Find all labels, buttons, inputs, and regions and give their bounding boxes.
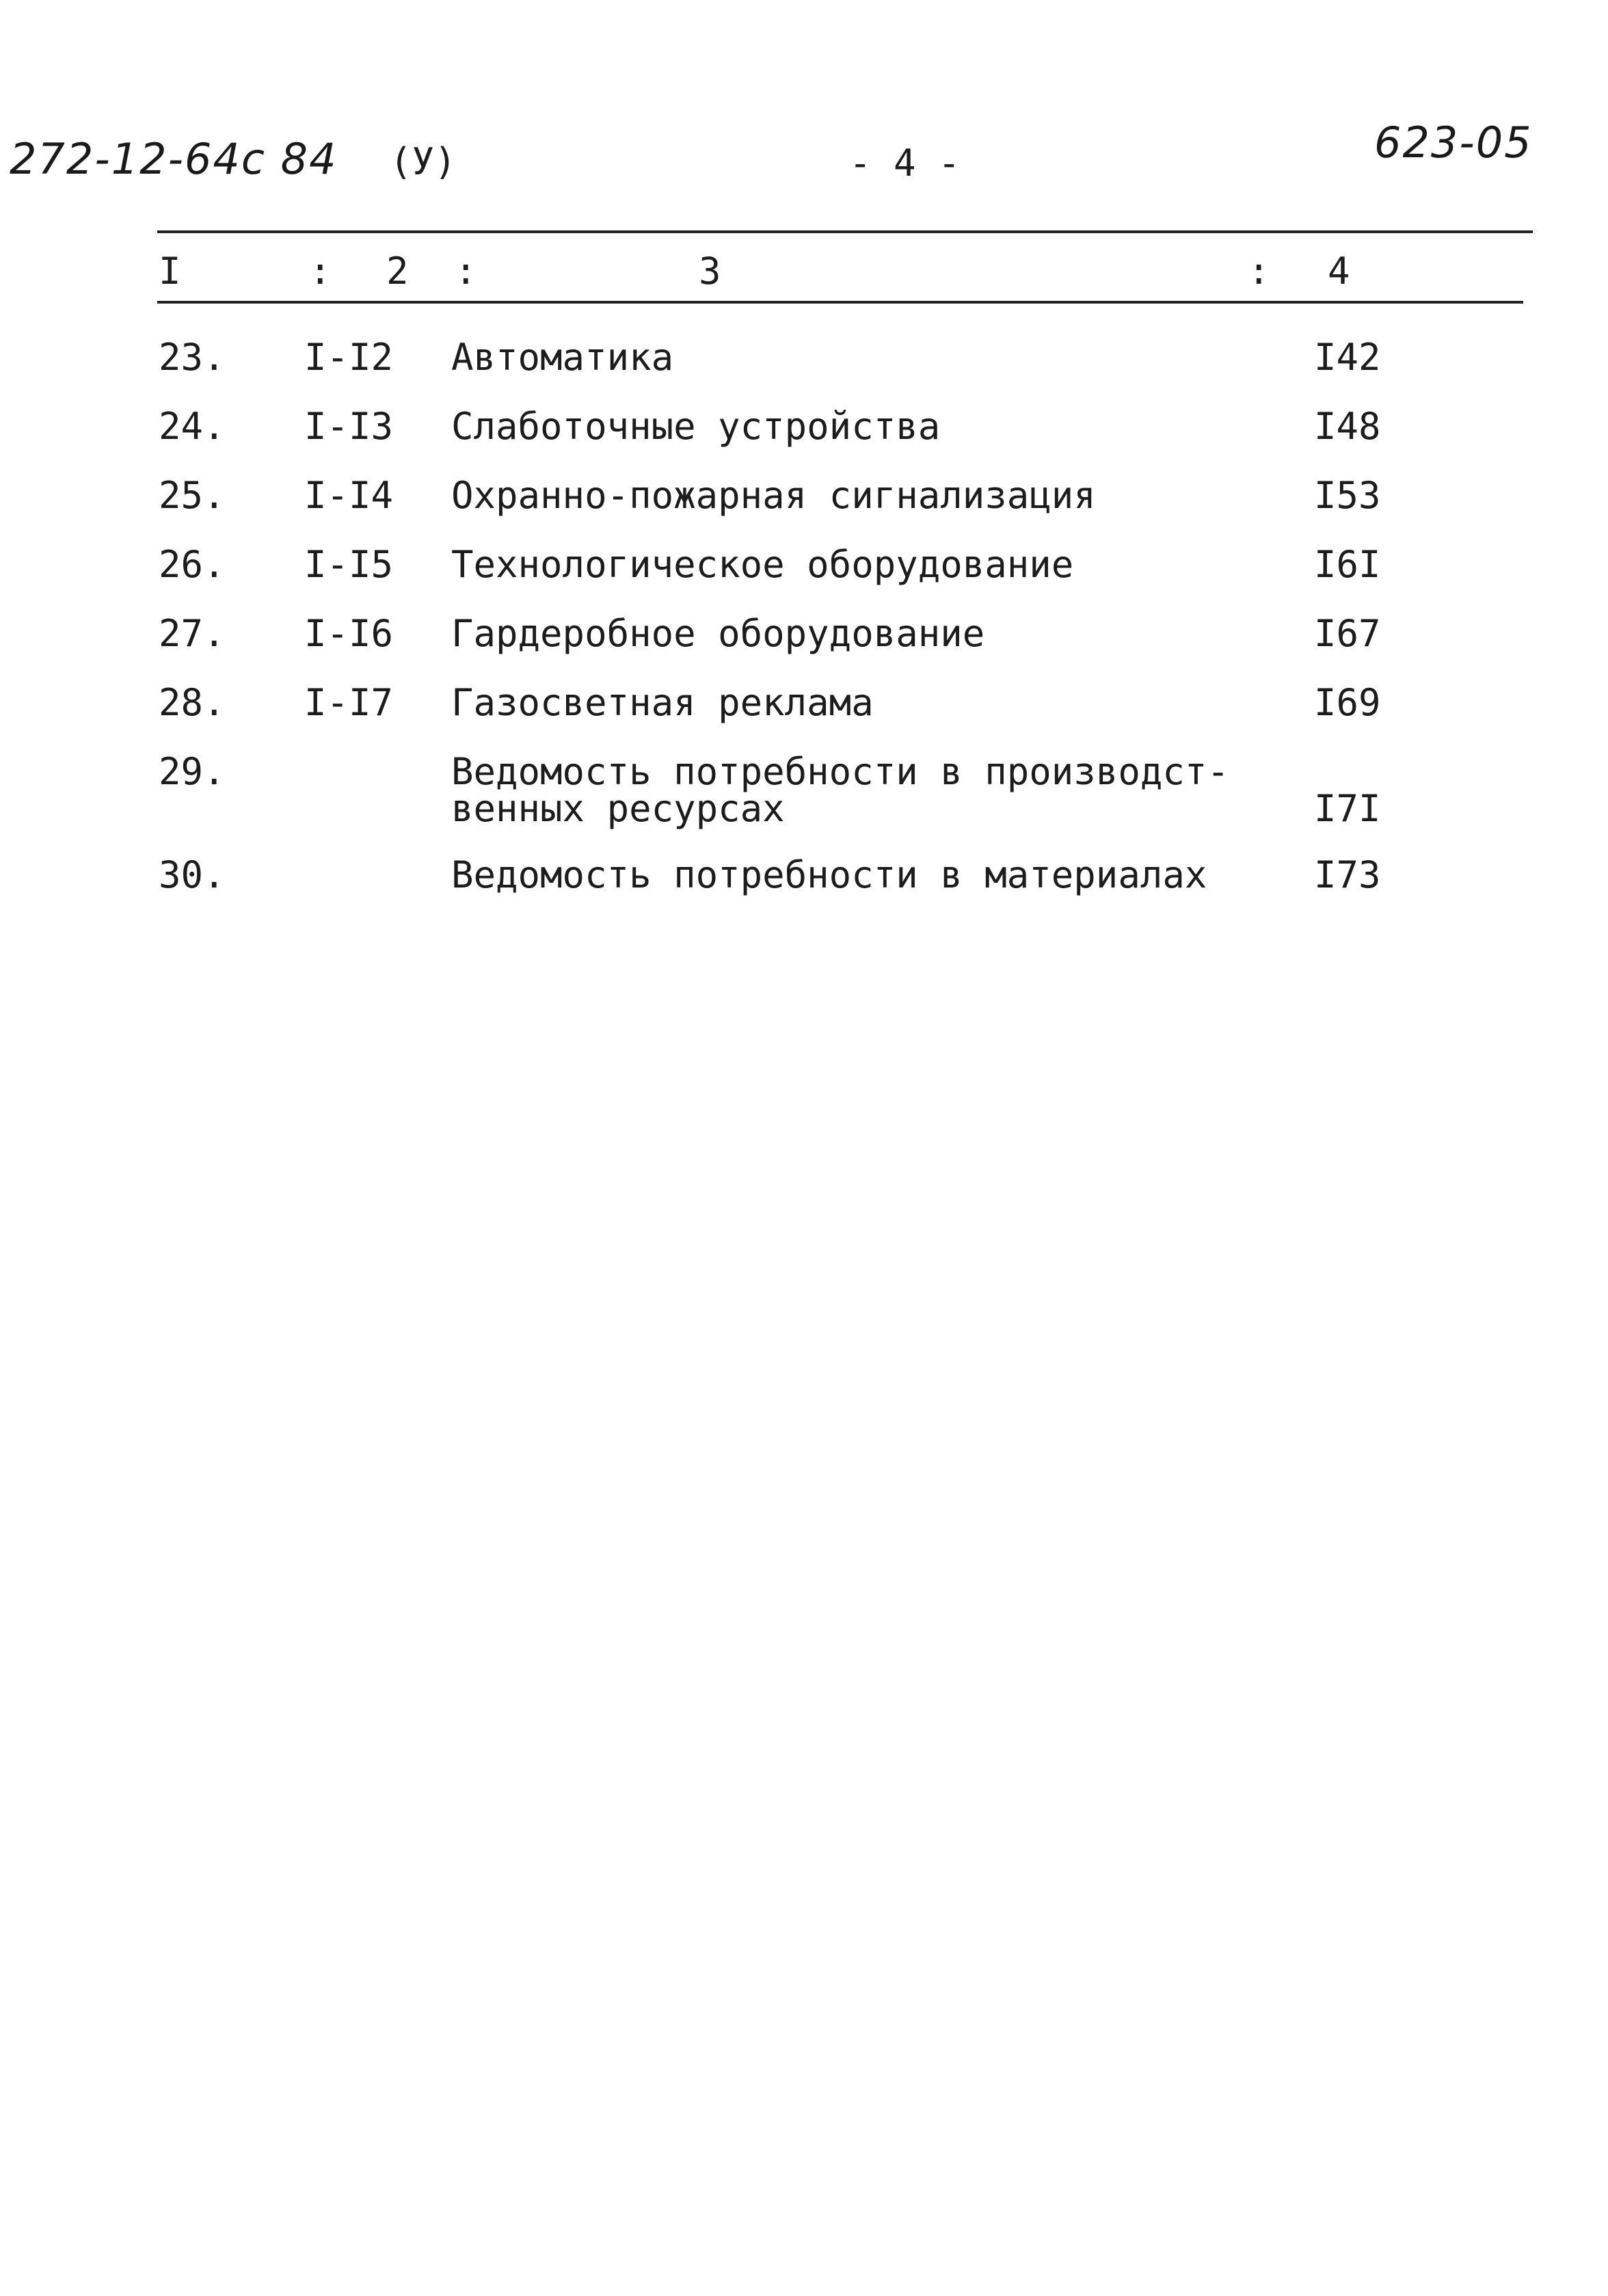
row-title: Слаботочные устройства (451, 405, 941, 448)
row-title: Гардеробное оборудование (451, 612, 985, 655)
row-page: I69 (1314, 681, 1381, 724)
row-page: I42 (1314, 336, 1381, 379)
table-header-rule (157, 301, 1523, 304)
row-number: 27. (159, 612, 226, 655)
column-header-code: 2 (386, 250, 409, 293)
row-code: I-I2 (304, 336, 394, 379)
row-code: I-I5 (304, 543, 394, 586)
row-number: 30. (159, 853, 226, 896)
row-number: 23. (159, 336, 226, 379)
row-page: I7I (1314, 787, 1381, 830)
row-title: Автоматика (451, 336, 674, 379)
row-page: I73 (1314, 853, 1381, 896)
column-separator: : (1248, 250, 1270, 293)
row-number: 25. (159, 474, 226, 517)
document-variant: (У) (390, 140, 457, 183)
row-number: 26. (159, 543, 226, 586)
row-number: 24. (159, 405, 226, 448)
row-code: I-I4 (304, 474, 394, 517)
document-code-handwritten: 272-12-64c 84 (10, 134, 338, 184)
column-separator: : (309, 250, 332, 293)
row-page: I53 (1314, 474, 1381, 517)
row-page: I48 (1314, 405, 1381, 448)
row-number: 29. (159, 750, 226, 793)
row-code: I-I7 (304, 681, 394, 724)
row-title: Охранно-пожарная сигнализация (451, 474, 1096, 517)
row-title: Газосветная реклама (451, 681, 874, 724)
row-number: 28. (159, 681, 226, 724)
column-separator: : (455, 250, 477, 293)
row-title: Ведомость потребности в материалах (451, 853, 1207, 896)
column-header-number: I (159, 250, 181, 293)
row-code: I-I6 (304, 612, 394, 655)
row-title: Ведомость потребности в производст- венных ресурсах (451, 750, 1229, 830)
column-header-page: 4 (1328, 250, 1350, 293)
document-reference-handwritten: 623-05 (1374, 118, 1533, 168)
row-title: Технологическое оборудование (451, 543, 1074, 586)
row-page: I6I (1314, 543, 1381, 586)
table-top-rule (157, 230, 1533, 233)
row-page: I67 (1314, 612, 1381, 655)
row-code: I-I3 (304, 405, 394, 448)
page-number: - 4 - (849, 142, 961, 185)
column-header-title: 3 (699, 250, 721, 293)
